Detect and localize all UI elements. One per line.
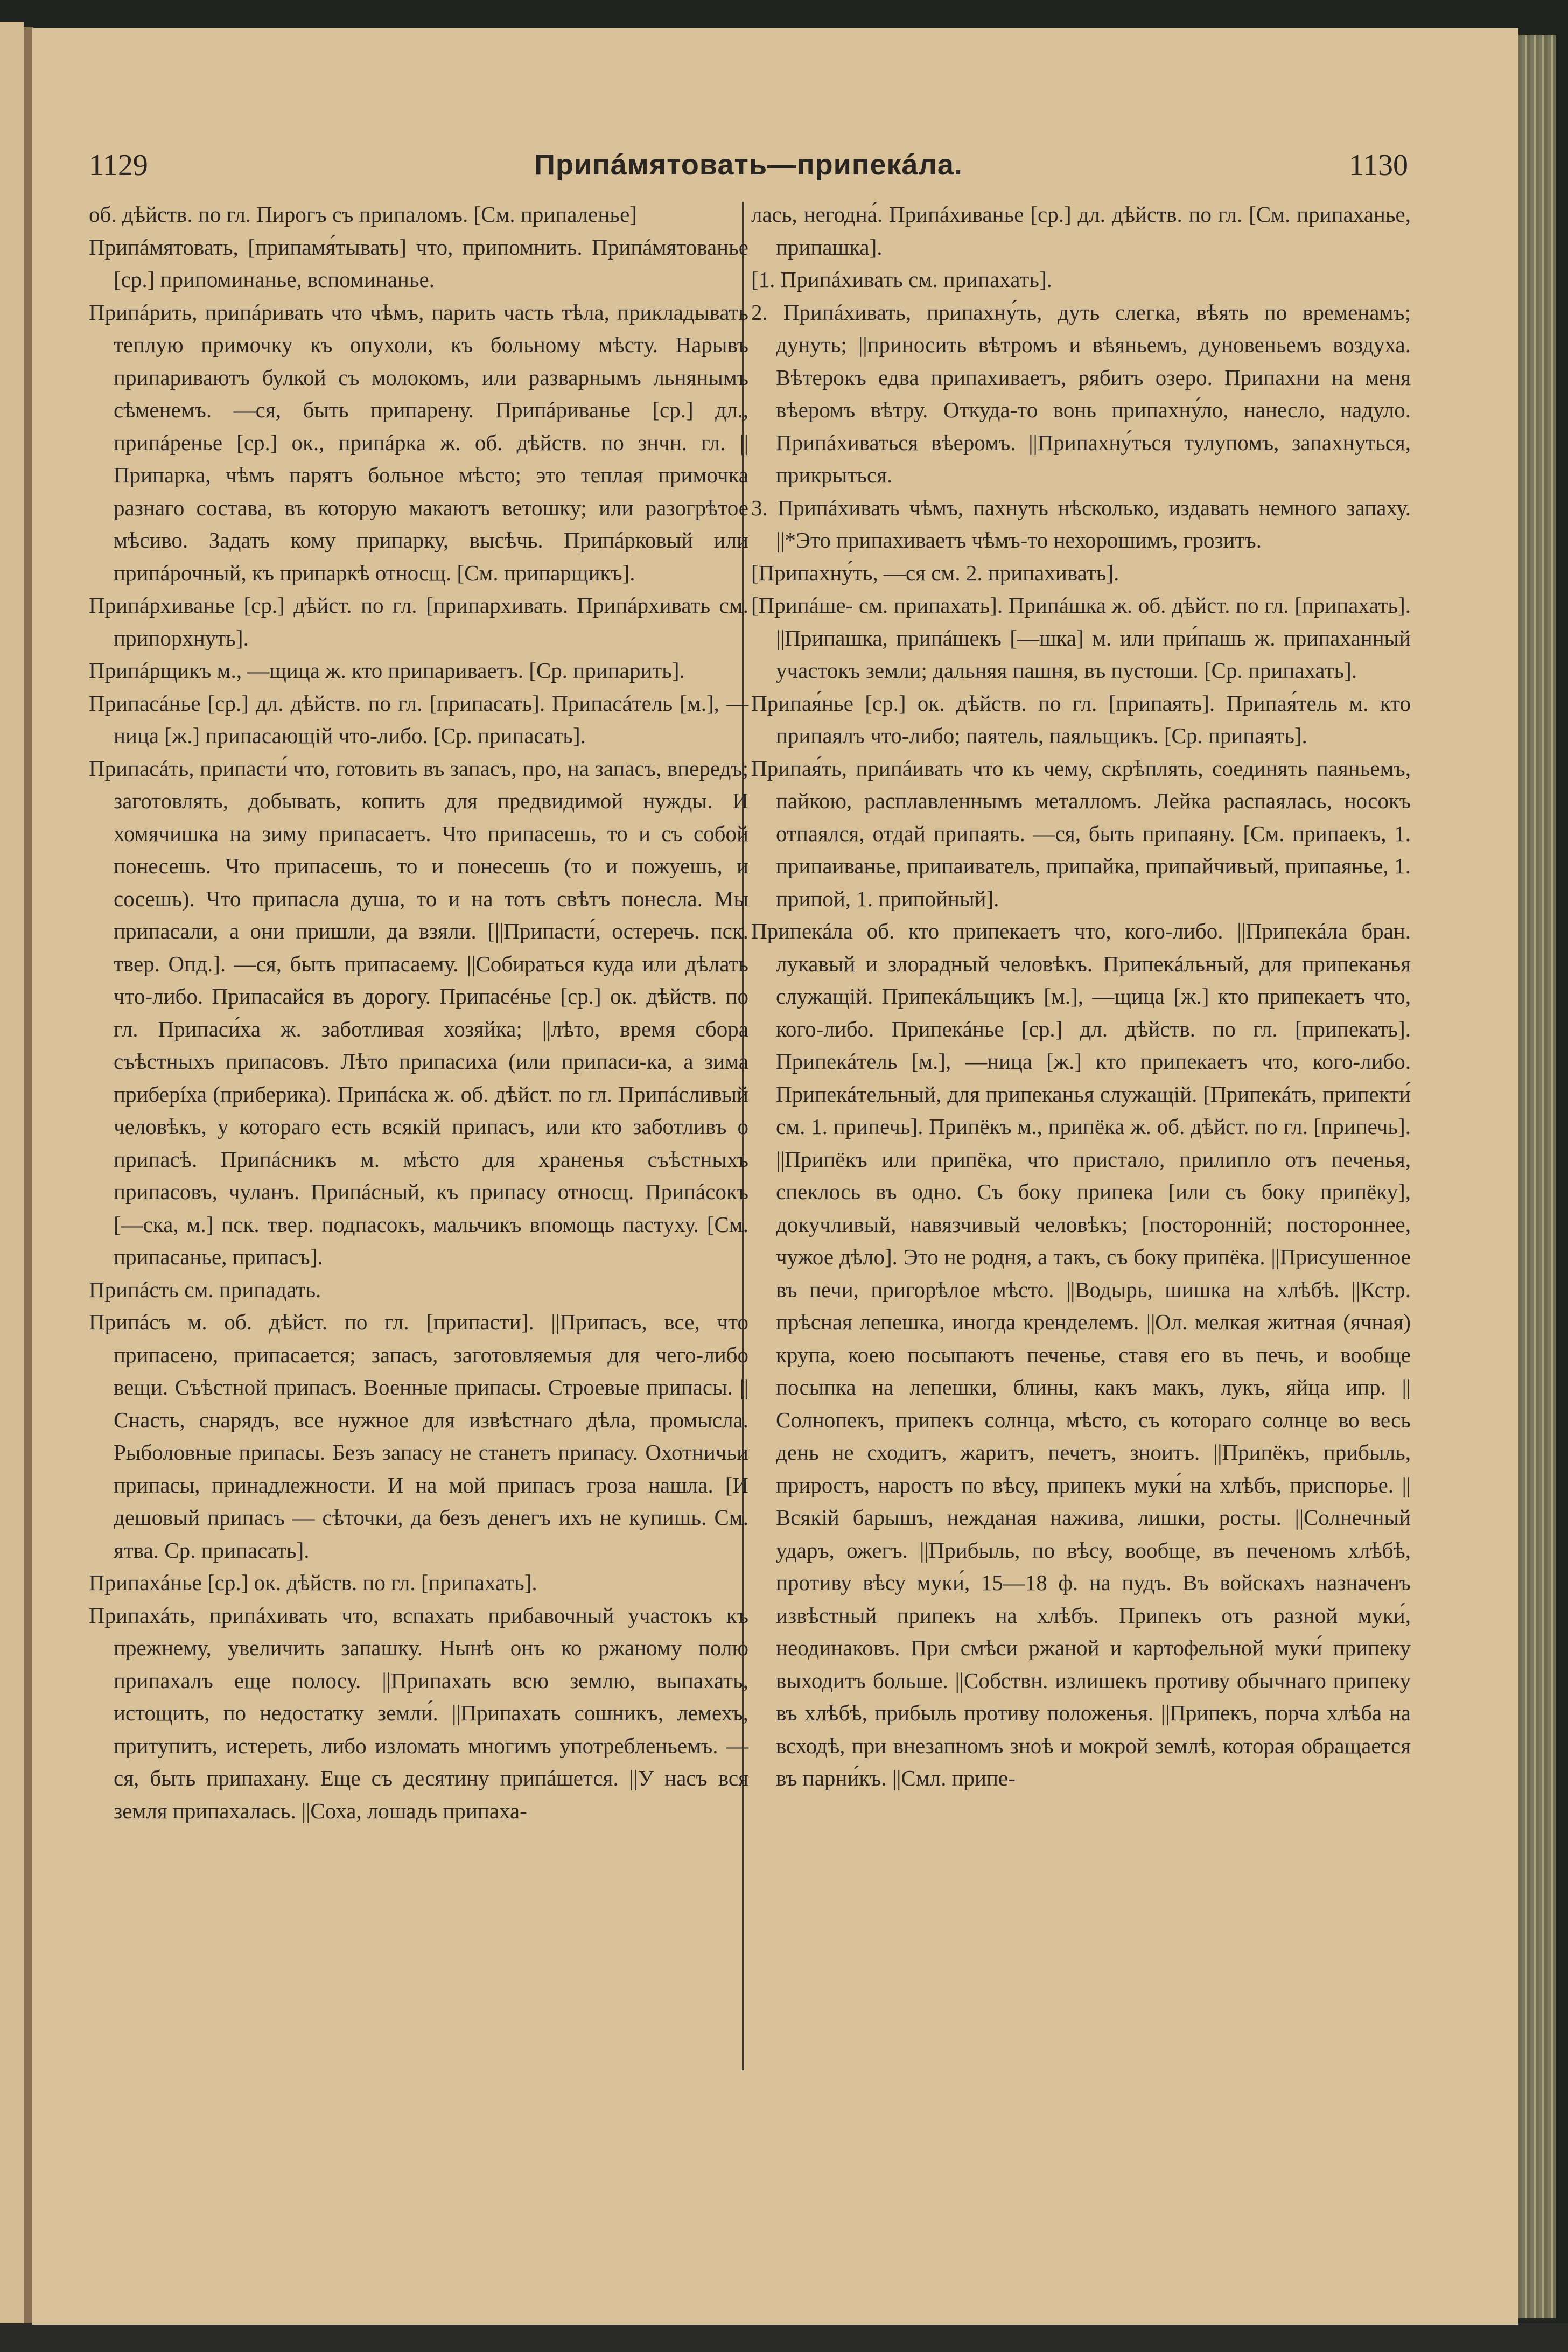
entry: Припасáнье [ср.] дл. дѣйств. по гл. [припасать]. Припасáтель [м.], —ница [ж.] припасающій что-либо. [Ср. припасать]. xyxy=(89,690,748,748)
entry: Припахáнье [ср.] ок. дѣйств. по гл. [припахать]. xyxy=(89,1570,537,1595)
entry: Припахáть, припáхивать что, вспахать прибавочный участокъ къ прежнему, увеличить запашку. Нынѣ онъ ко ржаному полю припахалъ еще полосу. ||Припахать всю землю, выпахать, истощить, по недостатку земли́. ||Припахать сошникъ, лемехъ, притупить, истереть, либо изломать многимъ употребленьемъ. —ся, быть припахану. Еще съ десятину припáшется. ||У насъ вся земля припахалась. ||Соха, лошадь припаха- xyxy=(89,1602,748,1823)
right-column xyxy=(751,198,1411,1795)
entry: 3. Припáхивать чѣмъ, пахнуть нѣсколько, издавать немного запаху. ||*Это припахиваетъ чѣмъ-то нехорошимъ, грозитъ. xyxy=(751,495,1411,552)
facing-page-edge xyxy=(0,22,24,2332)
entry: Припáрхиванье [ср.] дѣйст. по гл. [припархивать. Припáрхивать см. припорхнуть]. xyxy=(89,593,748,650)
entry: 2. Припáхивать, припахну́ть, дуть слегка, вѣять по временамъ; дунуть; ||приносить вѣтромъ и вѣяньемъ, дуновеньемъ воздуха. Вѣтерокъ едва припахиваетъ, рябитъ озеро. Припахни на меня вѣеромъ вѣтру. Откуда-то вонь припахну́ло, нанесло, надуло. Припáхиваться вѣеромъ. ||Припахну́ться тулупомъ, запахнуться, прикрыться. xyxy=(751,299,1411,487)
page-edges xyxy=(1513,35,1556,2318)
entry: Припасáть, припасти́ что, готовить въ запасъ, про, на запасъ, впередъ; заготовлять, добывать, копить для предвидимой нужды. И хомячишка на зиму припасаетъ. Что припасешь, то и съ собой понесешь. Что припасешь, то и понесешь (то и пожуешь, и сосешь). Что припасла душа, то и на тотъ свѣтъ понесла. Мы припасали, а они пришли, да взяли. [||Припасти́, остеречь. пск. твер. Опд.]. —ся, быть припасаему. ||Собираться куда или дѣлать что-либо. Припасайся въ дорогу. Припасéнье [ср.] ок. дѣйств. по гл. Припаси́ха ж. заботливая хозяйка; ||лѣто, время сбора съѣстныхъ припасовъ. Лѣто припасиха (или припаси-ка, а зима приберíха (приберика). Припáска ж. об. дѣйст. по гл. Припáсливый человѣкъ, у котораго есть всякій припасъ, или кто заботливъ о припасѣ. Припáсникъ м. мѣсто для храненья съѣстныхъ припасовъ, чуланъ. Припáсный, къ припасу относщ. Припáсокъ [—ска, м.] пск. твер. подпасокъ, мальчикъ впомощь пастуху. [См. припасанье, припасъ]. xyxy=(89,755,748,1269)
entry: Припáрить, припáривать что чѣмъ, парить часть тѣла, прикладывать теплую примочку къ опухоли, къ больному мѣсту. Нарывъ припариваютъ булкой съ молокомъ, или разварнымъ льнянымъ сѣменемъ. —ся, быть припарену. Припáриванье [ср.] дл., припáренье [ср.] ок., припáрка ж. об. дѣйств. по знчн. гл. || Припарка, чѣмъ парятъ больное мѣсто; это теплая примочка разнаго состава, въ которую макаютъ ветошку; или разогрѣтое мѣсиво. Задать кому припарку, высѣчь. Припáрковый или припáрочный, къ припаркѣ относщ. [См. припарщикъ]. xyxy=(89,299,748,585)
entry: Припáрщикъ м., —щица ж. кто припариваетъ. [Ср. припарить]. xyxy=(89,658,685,683)
background-band xyxy=(0,2323,1568,2352)
entry: [1. Припáхивать см. припахать]. xyxy=(751,267,1052,292)
page-title: Припáмятовать—припекáла. xyxy=(534,149,963,181)
entry: Припая́ть, припáивать что къ чему, скрѣплять, соединять паяньемъ, пайкою, расплавленнымъ металломъ. Лейка распаялась, носокъ отпаялся, отдай припаять. —ся, быть припаяну. [См. припаекъ, 1. припаиванье, припаиватель, припайка, припайчивый, припаянье, 1. припой, 1. припойный]. xyxy=(751,755,1411,911)
left-page-number: 1129 xyxy=(89,149,148,182)
entry: Припекáла об. кто припекаетъ что, кого-либо. ||Припекáла бран. лукавый и злорадный человѣкъ. Припекáльный, для припеканья служащій. Припекáльщикъ [м.], —щица [ж.] кто припекаетъ что, кого-либо. Припекáнье [ср.] дл. дѣйств. по гл. [припекать]. Припекáтель [м.], —ница [ж.] кто припекаетъ что, кого-либо. Припекáтельный, для припеканья служащій. [Припекáть, припекти́ см. 1. припечь]. Припёкъ м., припёка ж. об. дѣйст. по гл. [припечь]. ||Припёкъ или припёка, что пристало, прилипло отъ печенья, спеклось въ одно. Съ боку припека [или съ боку припёку], докучливый, навязчивый человѣкъ; [посторонній; постороннее, чужое дѣло]. Это не родня, а такъ, съ боку припёка. ||Присушенное въ печи, пригорѣлое мѣсто. ||Водырь, шишка на хлѣбѣ. ||Кстр. прѣсная лепешка, иногда кренделемъ. ||Ол. мелкая житная (ячная) крупа, коею посыпаютъ печенье, ставя его въ печь, и вообще посыпка на лепешки, блины, какъ макъ, лукъ, яйца ипр. ||Солнопекъ, припекъ солнца, мѣсто, съ котораго солнце во весь день не сходитъ, жаритъ, печетъ, зноитъ. ||Припёкъ, прибыль, приростъ, наростъ по вѣсу, припекъ муки́ на хлѣбъ, приспорье. ||Всякій барышъ, нежданая нажива, лишки, росты. ||Солнечный ударъ, ожегъ. ||Прибыль, по вѣсу, вообще, въ печеномъ хлѣбѣ, противу вѣсу муки́, 15—18 ф. на пудъ. Въ войскахъ назначенъ извѣстный припекъ на хлѣбъ. Припекъ отъ разной муки́, неодинаковъ. При смѣси ржаной и картофельной муки́ припеку выходитъ больше. ||Собствн. излишекъ противу обычнаго припеку въ хлѣбѣ, прибыль противу положенья. ||Припекъ, порча хлѣба на всходѣ, при внезапномъ зноѣ и мокрой землѣ, которая обращается въ парни́къ. ||Смл. припе- xyxy=(751,919,1411,1790)
entry: об. дѣйств. по гл. Пирогъ съ припаломъ. [См. припаленье] xyxy=(89,202,637,227)
left-column xyxy=(89,198,748,1827)
entry: [Припáше- см. припахать]. Припáшка ж. об. дѣйст. по гл. [припахать]. ||Припашка, припáшекъ [—шка] м. или при́пашь ж. припаханный участокъ земли; дальняя пашня, въ пустоши. [Ср. припахать]. xyxy=(751,593,1411,683)
running-header xyxy=(89,148,1408,191)
entry: [Припахну́ть, —ся см. 2. припахивать]. xyxy=(751,560,1119,585)
entry: лась, негодна́. Припáхиванье [ср.] дл. дѣйств. по гл. [См. припаханье, припашка]. xyxy=(751,202,1411,260)
entry: Припáмятовать, [припамя́тывать] что, припомнить. Припáмятованье [ср.] припоминанье, вспоминанье. xyxy=(89,234,748,292)
entry: Припая́нье [ср.] ок. дѣйств. по гл. [припаять]. Припая́тель м. кто припаялъ что-либо; паятель, паяльщикъ. [Ср. припаять]. xyxy=(751,690,1411,748)
right-page-number: 1130 xyxy=(1349,149,1408,182)
entry: Припáсъ м. об. дѣйст. по гл. [припасти]. ||Припасъ, все, что припасено, припасается; запасъ, заготовляемыя для чего-либо вещи. Съѣстной припасъ. Военные припасы. Строевые припасы. ||Снасть, снарядъ, все нужное для извѣстнаго дѣла, промысла. Рыболовные припасы. Безъ запасу не станетъ припасу. Охотничьи припасы, принадлежности. И на мой припасъ гроза нашла. [И дешовый припасъ — сѣточки, да безъ денегъ ихъ не купишь. См. ятва. Ср. припасать]. xyxy=(89,1310,748,1563)
entry: Припáсть см. припадать. xyxy=(89,1277,321,1302)
